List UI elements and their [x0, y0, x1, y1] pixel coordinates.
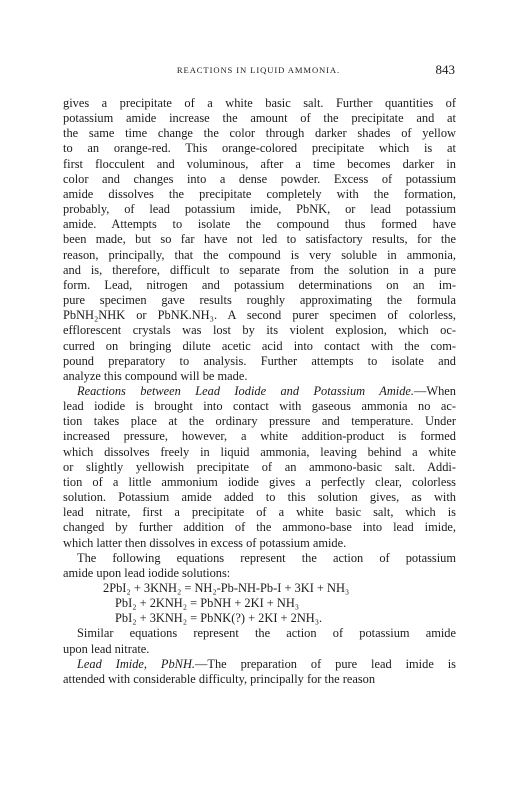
text-line: to an orange-red. This orange-colored precipitate which is at	[63, 141, 456, 156]
text-line: solution. Potassium amide added to this solution gives, as with	[63, 490, 456, 505]
text-line: potassium amide increase the amount of the precipitate and at	[63, 111, 456, 126]
text-line: analyze this compound will be made.	[63, 368, 248, 383]
page-number: 843	[435, 62, 455, 77]
text-line: tion takes place at the ordinary pressure and temperature. Under	[63, 414, 456, 429]
section-heading: Lead Imide, PbNH.	[77, 656, 195, 671]
text-line: PbNH₂NHK or PbNK.NH₃. A second purer specimen of colorless,	[63, 308, 456, 323]
section-heading-line	[63, 657, 456, 672]
text-line: first flocculent and voluminous, after a time becomes darker in	[63, 156, 456, 171]
text-line: attended with considerable difficulty, principally for the reason	[63, 671, 376, 686]
text-line: lead iodide is brought into contact with gaseous ammonia no ac-	[63, 399, 456, 414]
section-heading-line	[63, 384, 456, 399]
text-line: increased pressure, however, a white addition-product is formed	[63, 429, 456, 444]
text-line: been made, but so far have not led to satisfactory results, for the	[63, 232, 456, 247]
text-line: upon lead nitrate.	[63, 641, 150, 656]
text-line: amide. Attempts to isolate the compound thus formed have	[63, 217, 456, 232]
text-line: efflorescent crystals was lost by its violent explosion, which oc-	[63, 323, 456, 338]
text-line: reason, principally, that the compound is very soluble in ammonia,	[63, 247, 456, 262]
text-line: gives a precipitate of a white basic salt. Further quantities of	[63, 96, 456, 110]
text-line: which dissolves freely in liquid ammonia, leaving behind a white	[63, 444, 456, 459]
text-line: The following equations represent the action of potassium	[77, 550, 456, 565]
text-line: and is, therefore, difficult to separate from the solution in a pure	[63, 262, 456, 277]
text-line: amide dissolves the precipitate completely with the formation,	[63, 186, 456, 201]
equation: PbI₂ + 2KNH₂ = PbNH + 2KI + NH₃	[115, 596, 300, 611]
text-line: tion of a little ammonium iodide gives a perfectly clear, colorless	[63, 474, 456, 489]
text-line: the same time change the color through darker shades of yellow	[63, 126, 456, 141]
text-line: Similar equations represent the action of potassium amide	[77, 626, 456, 641]
text-line: pound preparatory to analysis. Further attempts to isolate and	[63, 353, 456, 368]
text-line: lead nitrate, first a precipitate of a white basic salt, which is	[63, 505, 456, 520]
text-line: form. Lead, nitrogen and potassium determinations on an im-	[63, 277, 456, 292]
section-heading: Reactions between Lead Iodide and Potassium Amide.	[77, 383, 415, 398]
text-run: —The preparation of pure lead imide is	[195, 656, 456, 671]
text-line: which latter then dissolves in excess of potassium amide.	[63, 535, 347, 550]
text-line: changed by further addition of the ammono-base into lead imide,	[63, 520, 456, 535]
text-line: curred on bringing dilute acetic acid into contact with the com-	[63, 338, 456, 353]
equation: 2PbI₂ + 3KNH₂ = NH₂-Pb-NH-Pb-I + 3KI + NH₃	[103, 581, 350, 595]
text-line: color and changes into a dense powder. Excess of potassium	[63, 171, 456, 186]
running-head	[0, 62, 517, 78]
running-title: REACTIONS IN LIQUID AMMONIA.	[176, 65, 341, 75]
text-line: or slightly yellowish precipitate of an ammono-basic salt. Addi-	[63, 459, 456, 474]
text-line: pure specimen gave results roughly approximating the formula	[63, 293, 456, 308]
text-run: —When	[414, 383, 456, 398]
text-line: probably, of lead potassium imide, PbNK, or lead potassium	[63, 202, 456, 217]
body-text	[63, 96, 456, 687]
equation: PbI₂ + 3KNH₂ = PbNK(?) + 2KI + 2NH₃.	[115, 611, 323, 626]
text-line: amide upon lead iodide solutions:	[63, 565, 231, 580]
